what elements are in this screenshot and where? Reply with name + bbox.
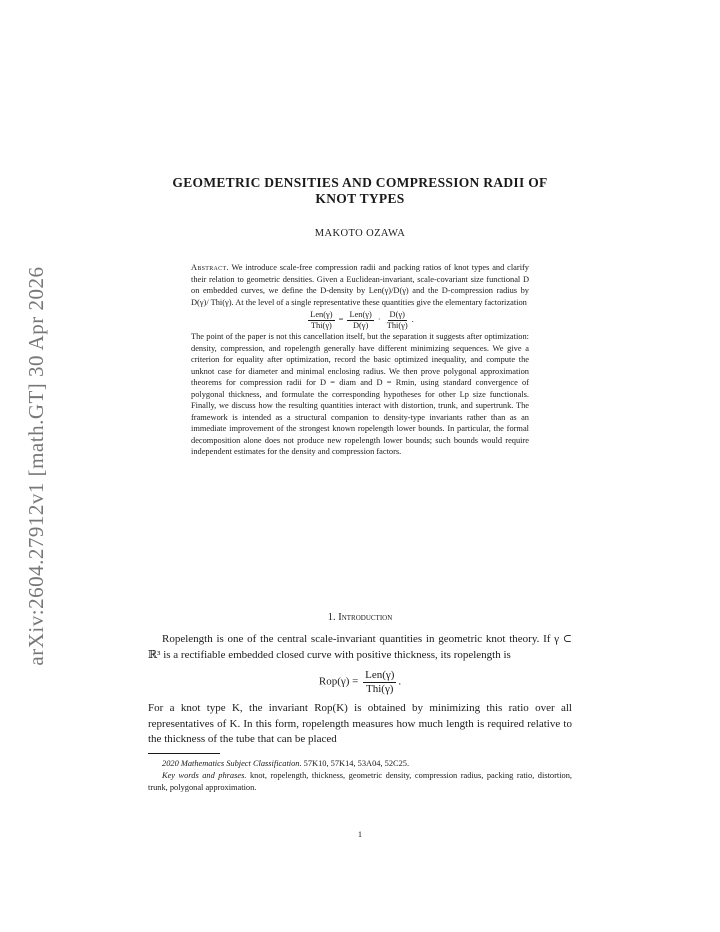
equation-lhs: Rop(γ) = xyxy=(318,675,359,688)
ropelength-equation xyxy=(148,669,572,695)
abstract-text-1: We introduce scale-free compression radii and packing ratios of knot types and clarify their relation to geometric densities. Given a Euclidean-invariant, scale-covariant size functional D on embedded curves, we define the D-density by Len(γ)/D(γ) and the D-compression radius by D(γ)/ Thi(γ). At the level of a single representative these quantities give the elementary factorization xyxy=(191,263,529,307)
abstract-paragraph-2: The point of the paper is not this cancellation itself, but the separation it suggests after optimization: density, compression, and ropelength generally have different minimizing sequences. We give a criterion for equality after optimization, record the basic optimized inequality, and compute the unknot case for diameter and minimal enclosing radius. We then prove polygonal approximation theorems for compression radii for D = diam and D = Rmin, using standard convergence of polygonal thickness, and formulate the corresponding hypotheses for other Lp size functionals. Finally, we discuss how the resulting quantities interact with distortion, trunk, and supertrunk. The framework is intended as a structural companion to density-type invariants rather than as an immediate improvement of the strongest known ropelength lower bounds. In particular, the formal decomposition alone does not produce new ropelength lower bounds; such bounds would require independent estimates for the density and compression factors. xyxy=(191,332,529,457)
equation-period: . xyxy=(398,675,402,688)
keywords-text: knot, ropelength, thickness, geometric density, compression radius, packing ratio, distortion, trunk, polygonal approximation. xyxy=(148,771,573,792)
section-heading xyxy=(140,612,580,623)
keywords-label: Key words and phrases. xyxy=(162,771,247,780)
arxiv-identifier[interactable]: arXiv:2604.27912v1 [math.GT] 30 Apr 2026 xyxy=(24,266,48,666)
fraction-numerator: Len(γ) xyxy=(349,310,372,319)
footnote-rule xyxy=(148,753,220,754)
fraction-ropelength xyxy=(308,310,334,330)
abstract-paragraph-1 xyxy=(191,262,529,308)
msc-codes: 57K10, 57K14, 53A04, 52C25. xyxy=(303,759,410,768)
fraction-numerator: D(γ) xyxy=(389,310,405,319)
abstract-factorization-equation xyxy=(191,310,529,330)
fraction-len-thi xyxy=(363,669,396,695)
author-name: MAKOTO OZAWA xyxy=(314,228,406,239)
multiplication-dot: · xyxy=(377,315,381,325)
msc-footnote xyxy=(148,758,572,770)
fraction-compression xyxy=(385,310,410,330)
introduction-body xyxy=(148,632,572,748)
fraction-numerator: Len(γ) xyxy=(365,669,395,681)
section-title-text: Introduction xyxy=(338,612,393,623)
fraction-density xyxy=(347,310,373,330)
fraction-numerator: Len(γ) xyxy=(310,310,333,319)
equals-sign: = xyxy=(338,315,344,325)
fraction-denominator: Thi(γ) xyxy=(310,320,332,330)
footnotes xyxy=(148,758,572,794)
abstract-label: Abstract. xyxy=(191,263,229,272)
title-line-1: GEOMETRIC DENSITIES AND COMPRESSION RADII OF xyxy=(172,175,548,190)
section-number: 1. xyxy=(327,612,336,623)
equation-period: . xyxy=(411,315,414,325)
fraction-denominator: D(γ) xyxy=(352,320,369,330)
paper-title xyxy=(140,175,580,207)
intro-paragraph-2: For a knot type K, the invariant Rop(K) is obtained by minimizing this ratio over all representatives of K. In this form, ropelength measures how much length is required relative to the thickness of the tube that can be placed xyxy=(148,702,572,746)
msc-label: 2020 Mathematics Subject Classification. xyxy=(162,759,302,768)
fraction-denominator: Thi(γ) xyxy=(386,320,408,330)
abstract-block xyxy=(191,262,529,458)
title-line-2: KNOT TYPES xyxy=(315,191,405,206)
keywords-footnote xyxy=(148,770,572,794)
page-number: 1 xyxy=(357,830,363,839)
intro-paragraph-1: Ropelength is one of the central scale-invariant quantities in geometric knot theory. If γ ⊂ ℝ³ is a rectifiable embedded closed curve with positive thickness, its ropelength is xyxy=(148,633,572,661)
fraction-denominator: Thi(γ) xyxy=(366,682,394,695)
